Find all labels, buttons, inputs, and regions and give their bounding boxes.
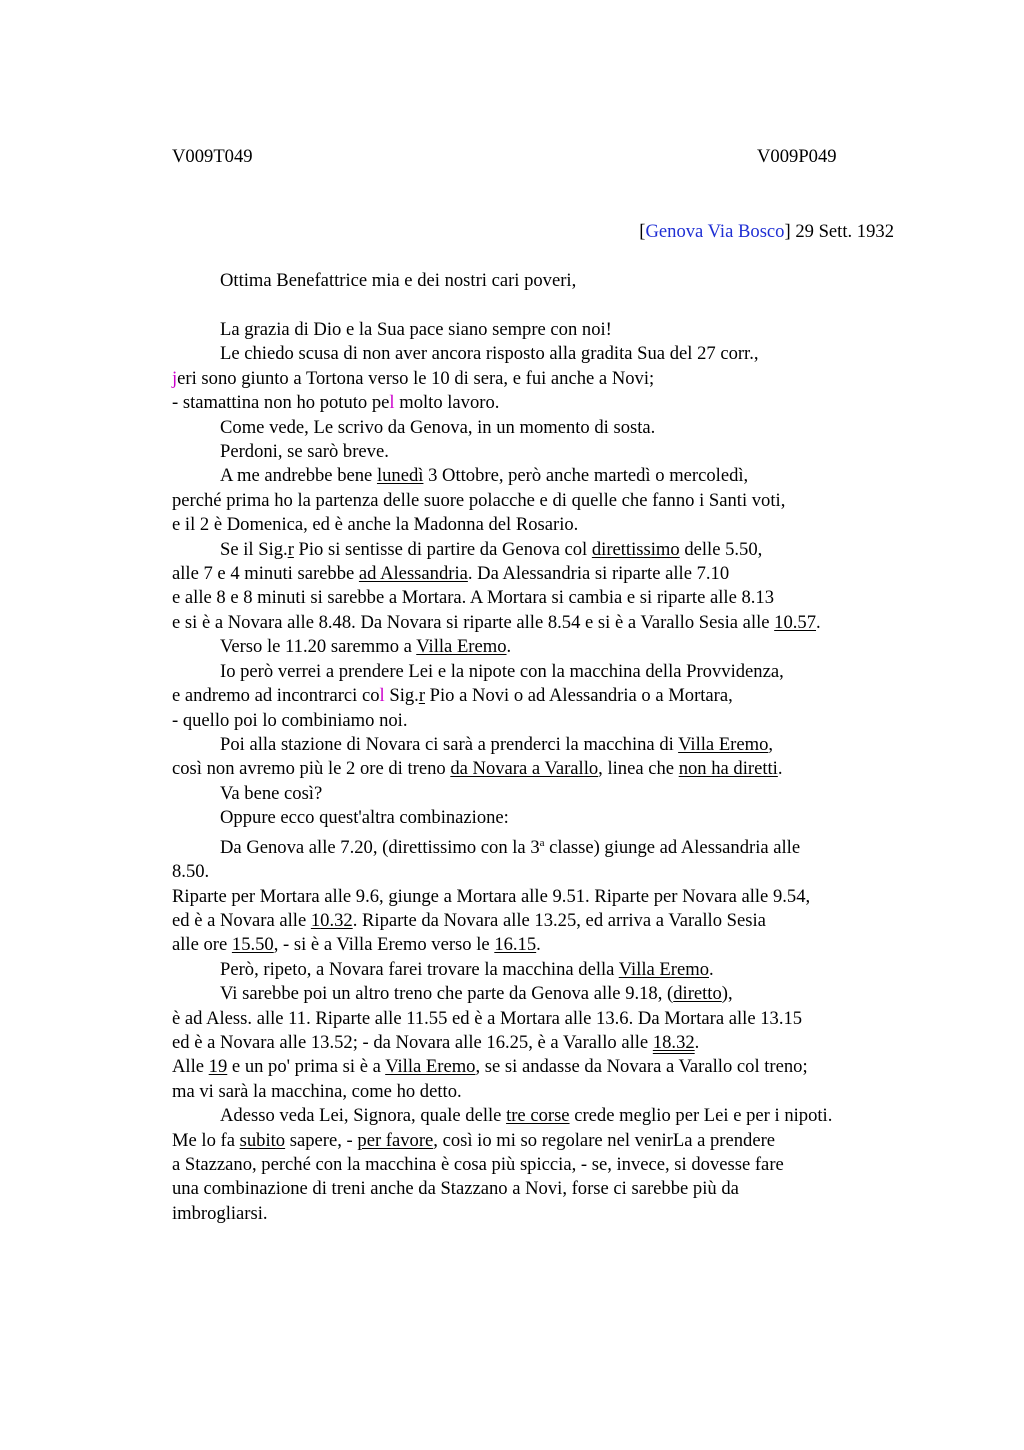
text-line: Da Genova alle 7.20, (direttissimo con la 3$^a$ classe) giunge ad Alessandria alle — [220, 836, 801, 858]
text-line: ma vi sarà la macchina, come ho detto. — [172, 1080, 462, 1102]
document-code-right: V009P049 — [757, 146, 837, 167]
text-line: A me andrebbe bene lunedì 3 Ottobre, però anche martedì o mercoledì, — [220, 465, 749, 487]
text-line: - stamattina non ho potuto pel molto lavoro. — [172, 392, 500, 414]
text-line: e andremo ad incontrarci col Sig.r Pio a Novi o ad Alessandria o a Mortara, — [172, 685, 733, 707]
underlined-text: tre corse — [506, 1105, 570, 1127]
underlined-text: 15.50 — [231, 934, 274, 956]
underlined-text: da Novara a Varallo — [450, 758, 599, 780]
text-line: - quello poi lo combiniamo noi. — [172, 709, 408, 731]
text-line: Vi sarebbe poi un altro treno che parte da Genova alle 9.18, (diretto), — [220, 983, 733, 1005]
salutation: Ottima Benefattrice mia e dei nostri cari poveri, — [220, 270, 577, 291]
underlined-text: direttissimo — [591, 538, 680, 560]
text-line: Però, ripeto, a Novara farei trovare la macchina della Villa Eremo. — [220, 958, 714, 980]
text-line: Perdoni, se sarò breve. — [220, 441, 389, 463]
underlined-text: r — [418, 685, 426, 707]
text-line: a Stazzano, perché con la macchina è cosa più spiccia, - se, invece, si dovesse fare — [172, 1154, 784, 1175]
superscript: a — [539, 836, 545, 849]
text-line: Poi alla stazione di Novara ci sarà a prenderci la macchina di Villa Eremo, — [220, 733, 774, 755]
text-line: perché prima ho la partenza delle suore polacche e di quelle che fanno i Santi voti, — [172, 489, 786, 511]
text-line: e il 2 è Domenica, ed è anche la Madonna del Rosario. — [172, 514, 579, 536]
underlined-text: lunedì — [376, 465, 424, 487]
underlined-text: non ha diretti — [678, 758, 778, 780]
place-name: Genova Via Bosco — [645, 221, 785, 242]
text-line: Adesso veda Lei, Signora, quale delle tre corse crede meglio per Lei e per i nipoti. — [220, 1105, 833, 1127]
letter-body — [172, 318, 912, 1226]
document-code-left: V009T049 — [172, 146, 253, 167]
text-line: alle ore 15.50, - si è a Villa Eremo verso le 16.15. — [172, 934, 541, 956]
text-line: 8.50. — [172, 861, 210, 883]
text-line: alle 7 e 4 minuti sarebbe ad Alessandria. Da Alessandria si riparte alle 7.10 — [172, 563, 730, 585]
underlined-text: Villa Eremo — [385, 1056, 476, 1078]
underlined-text: Villa Eremo — [618, 958, 709, 980]
text-line: e si è a Novara alle 8.48. Da Novara si riparte alle 8.54 e si è a Varallo Sesia alle 10.57. — [172, 611, 821, 633]
text-line: Me lo fa subito sapere, - per favore, così io mi so regolare nel venirLa a prendere — [172, 1129, 776, 1151]
underlined-text: r — [287, 538, 294, 560]
letter-date: 29 Sett. 1932 — [790, 221, 894, 242]
text-line: Riparte per Mortara alle 9.6, giunge a Mortara alle 9.51. Riparte per Novara alle 9.54, — [172, 885, 811, 907]
text-line: Come vede, Le scrivo da Genova, in un momento di sosta. — [220, 416, 656, 438]
text-line: jeri sono giunto a Tortona verso le 10 di sera, e fui anche a Novi; — [172, 367, 655, 389]
place-date-line: [Genova Via Bosco] 29 Sett. 1932 — [639, 221, 894, 242]
text-line: Se il Sig.r Pio si sentisse di partire da Genova col direttissimo delle 5.50, — [220, 538, 763, 560]
text-line: Alle 19 e un po' prima si è a Villa Eremo, se si andasse da Novara a Varallo col treno; — [172, 1056, 808, 1078]
underlined-text: Villa Eremo — [678, 733, 769, 755]
correction-mark: l — [389, 392, 395, 414]
text-line: così non avremo più le 2 ore di treno da Novara a Varallo, linea che non ha diretti. — [172, 758, 783, 780]
underlined-text: 16.15 — [494, 934, 537, 956]
text-line: ed è a Novara alle 13.52; - da Novara alle 16.25, è a Varallo alle 18.32. — [172, 1031, 700, 1053]
double-underlined-text: 18.32 — [652, 1031, 695, 1053]
correction-mark: l — [379, 685, 385, 707]
text-line: e alle 8 e 8 minuti si sarebbe a Mortara. A Mortara si cambia e si riparte alle 8.13 — [172, 587, 775, 609]
text-line: Verso le 11.20 saremmo a Villa Eremo. — [220, 636, 512, 658]
underlined-text: 10.32 — [310, 909, 353, 931]
text-line: Va bene così? — [220, 782, 323, 804]
underlined-text: Villa Eremo — [416, 636, 507, 658]
text-line: è ad Aless. alle 11. Riparte alle 11.55 ed è a Mortara alle 13.6. Da Mortara alle 13.15 — [172, 1007, 803, 1029]
text-line: Oppure ecco quest'altra combinazione: — [220, 807, 509, 829]
underlined-text: subito — [239, 1129, 286, 1151]
underlined-text: per favore — [357, 1129, 434, 1151]
correction-mark: j — [172, 367, 178, 389]
underlined-text: ad Alessandria — [358, 563, 468, 585]
text-line: Le chiedo scusa di non aver ancora risposto alla gradita Sua del 27 corr., — [220, 343, 759, 365]
text-line: una combinazione di treni anche da Stazzano a Novi, forse ci sarebbe più da — [172, 1178, 739, 1200]
text-line: La grazia di Dio e la Sua pace siano sempre con noi! — [220, 319, 612, 340]
text-line: ed è a Novara alle 10.32. Riparte da Novara alle 13.25, ed arriva a Varallo Sesia — [172, 909, 766, 931]
underlined-text: 10.57 — [774, 611, 817, 633]
underlined-text: 19 — [208, 1056, 228, 1078]
text-line: imbrogliarsi. — [172, 1202, 268, 1224]
underlined-text: diretto — [673, 983, 722, 1005]
text-line: Io però verrei a prendere Lei e la nipote con la macchina della Provvidenza, — [220, 660, 784, 682]
